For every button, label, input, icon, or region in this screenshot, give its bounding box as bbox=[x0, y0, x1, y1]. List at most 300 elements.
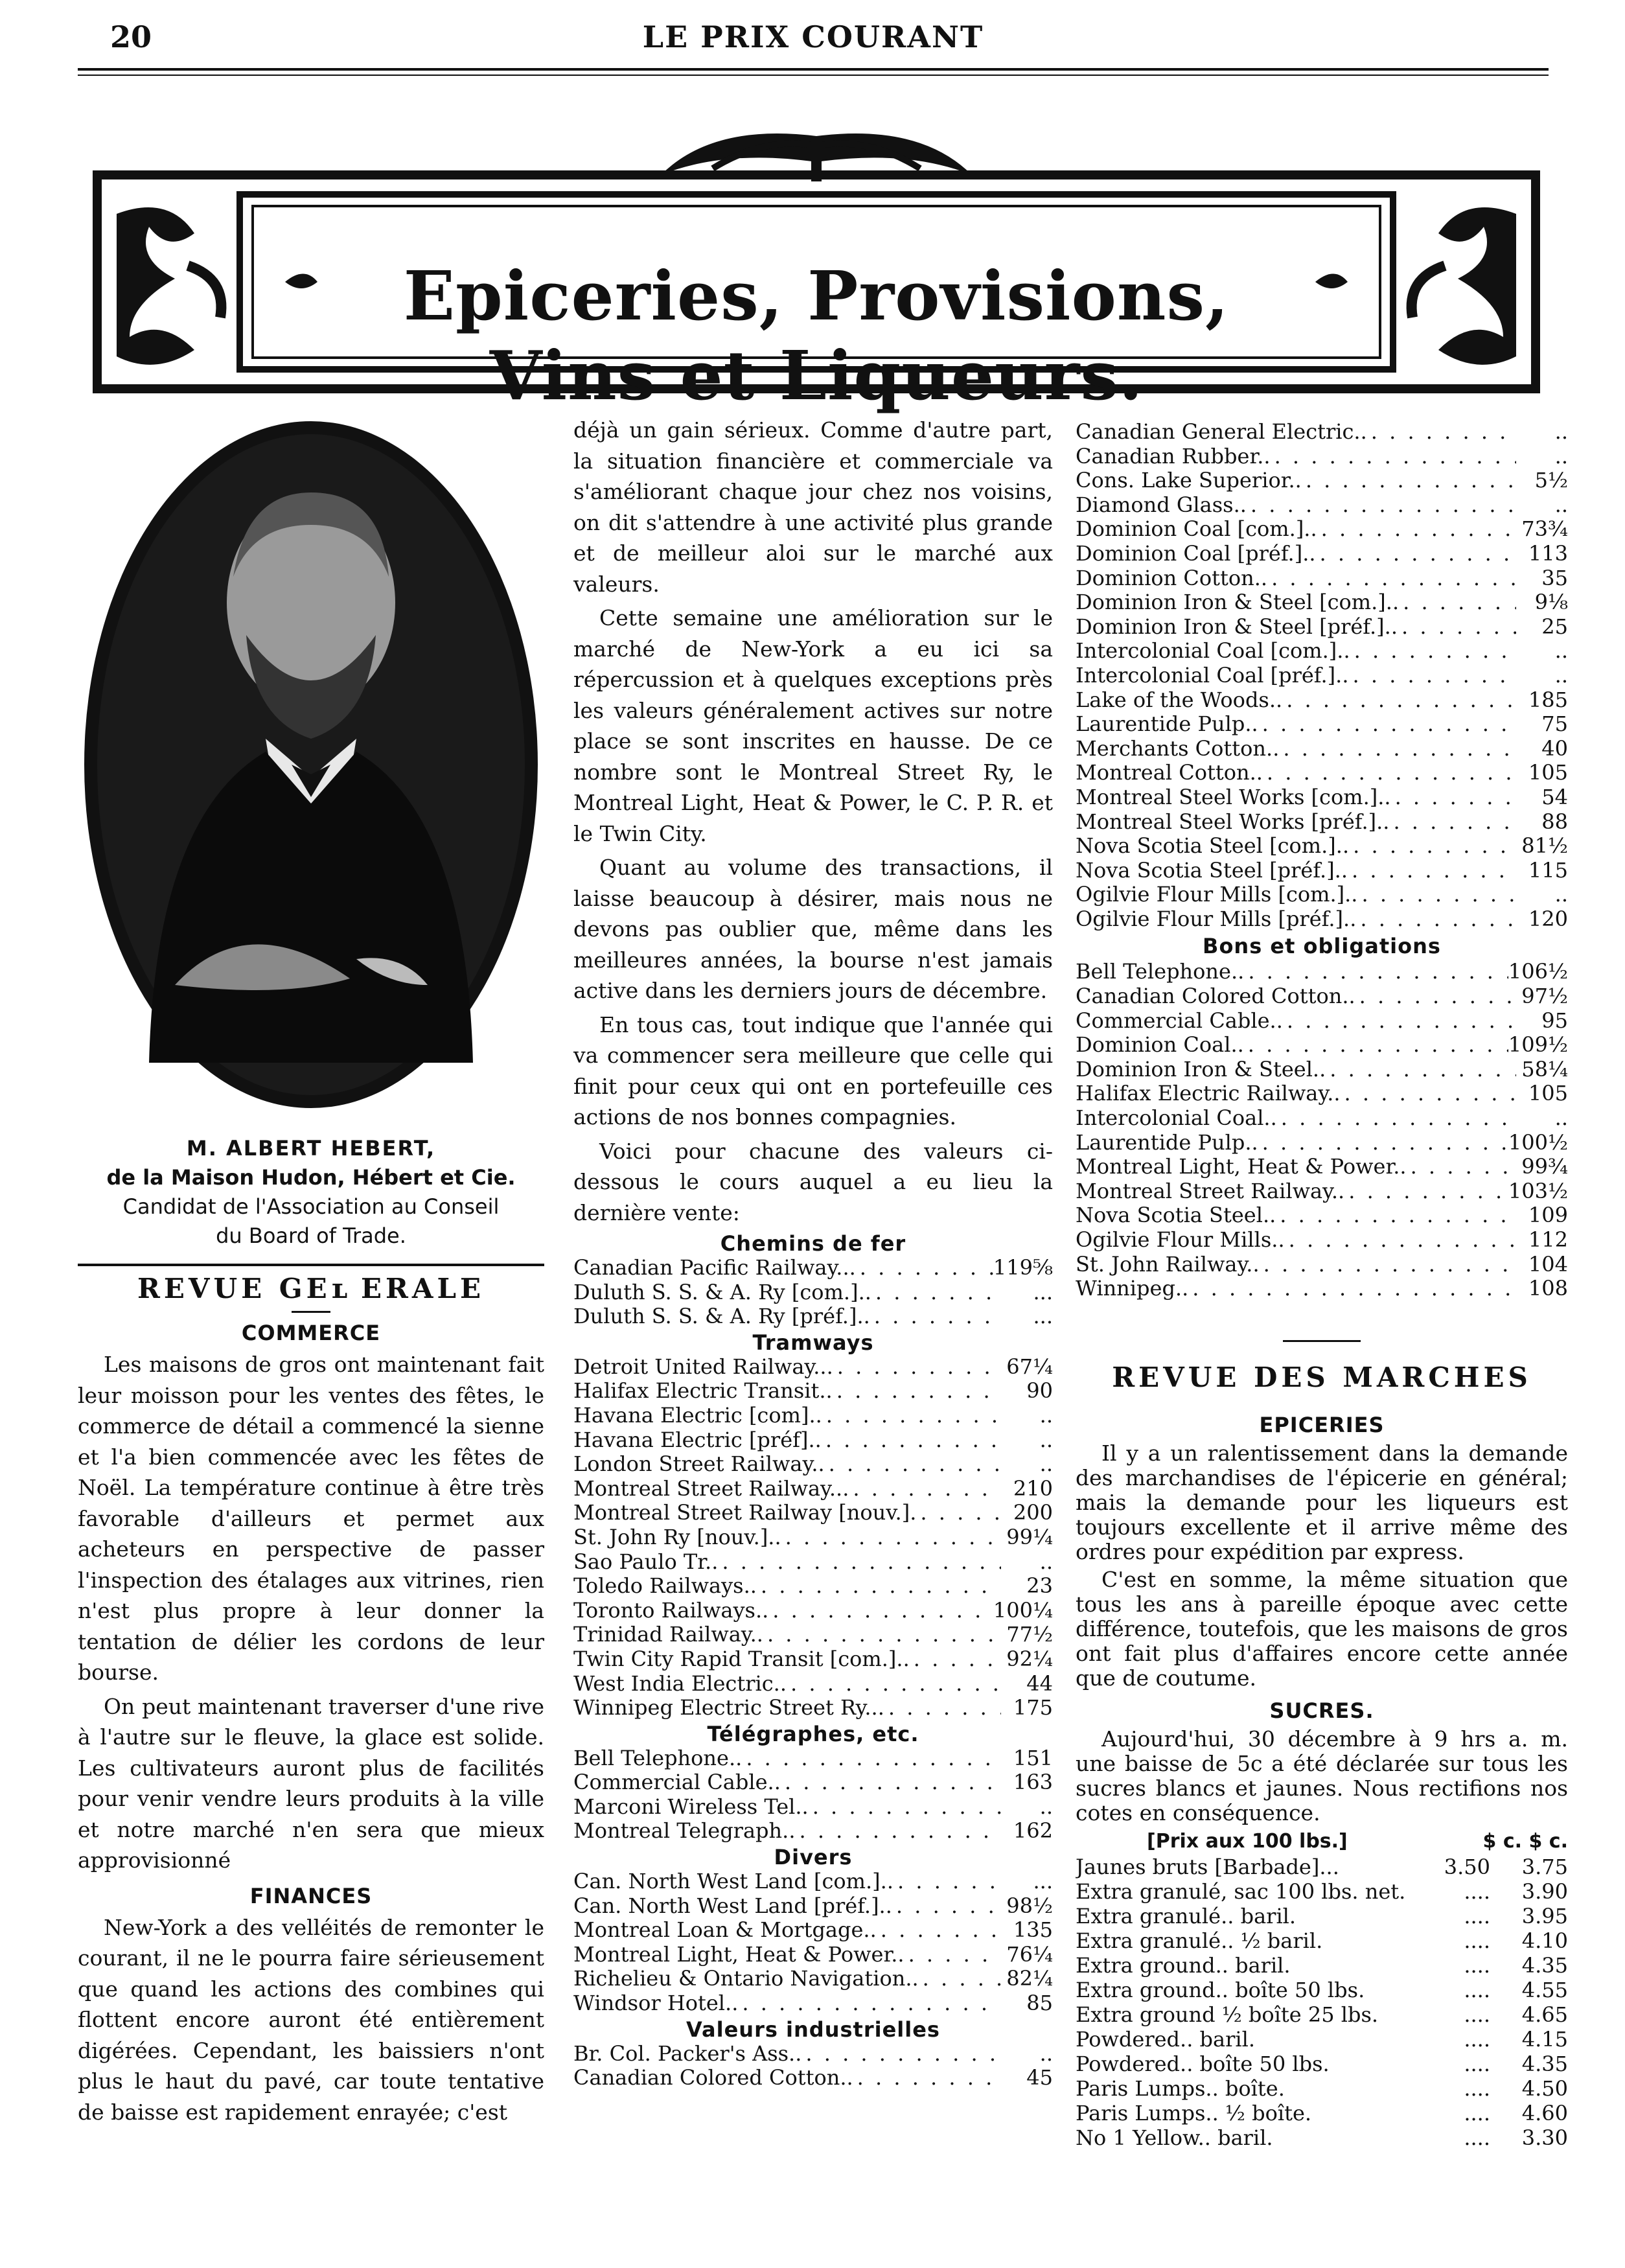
epiceries-paragraph: C'est en somme, la même situation que tous les ans à pareille époque avec cette différence, toutefois, que les maisons de gros ont fait plus d'affaires encore cette année que de coutume. bbox=[1076, 1566, 1568, 1691]
quote-row bbox=[573, 1477, 1053, 1501]
leader-dots bbox=[853, 2066, 1001, 2090]
quote-value: .. bbox=[1039, 1452, 1053, 1477]
quote-row bbox=[1076, 517, 1568, 542]
leader-dots bbox=[1399, 590, 1516, 615]
leader-dots bbox=[1258, 712, 1516, 737]
quote-value: 92¼ bbox=[1006, 1647, 1053, 1671]
quote-name: Halifax Electric Transit.. bbox=[573, 1379, 833, 1404]
epiceries-paragraph: Il y a un ralentissement dans la demande des marchandises de l'épicerie en général; mais la demande pour les liqueurs est toujours excellente et il arrive même des ordres pour expédition par express. bbox=[1076, 1440, 1568, 1564]
price-low: .... bbox=[1464, 1928, 1490, 1953]
quote-value: 112 bbox=[1528, 1228, 1568, 1252]
quote-row bbox=[1076, 712, 1568, 737]
leader-dots bbox=[1188, 1277, 1516, 1301]
price-item-name: No 1 Yellow.. baril. bbox=[1076, 2125, 1273, 2150]
paper-title: LE PRIX COURANT bbox=[642, 19, 984, 54]
quote-row bbox=[1076, 859, 1568, 883]
quote-name: Canadian General Electric.. bbox=[1076, 420, 1367, 444]
quote-row bbox=[1076, 1253, 1568, 1277]
quote-row bbox=[1076, 1203, 1568, 1228]
price-row bbox=[1076, 1928, 1568, 1953]
quote-value: .. bbox=[1039, 1403, 1053, 1428]
quote-name: Montreal Street Railway [nouv.]. bbox=[573, 1501, 917, 1525]
price-low: .... bbox=[1464, 1879, 1490, 1904]
quote-value: 135 bbox=[1013, 1918, 1053, 1943]
leader-dots bbox=[742, 1746, 1001, 1771]
column-right bbox=[1076, 420, 1568, 2150]
leader-dots bbox=[884, 1696, 1001, 1720]
quote-name: Montreal Street Railway.. bbox=[1076, 1179, 1345, 1203]
quote-value: .. bbox=[1554, 663, 1568, 688]
quote-row bbox=[1076, 664, 1568, 688]
leader-dots bbox=[1244, 1033, 1508, 1058]
quote-row bbox=[1076, 1058, 1568, 1082]
quote-name: Montreal Steel Works [préf.].. bbox=[1076, 809, 1390, 834]
leader-dots bbox=[870, 1304, 1001, 1329]
leader-dots bbox=[1344, 1179, 1508, 1204]
leader-dots bbox=[1277, 1106, 1516, 1131]
quote-name: Canadian Rubber.. bbox=[1076, 444, 1271, 469]
price-row bbox=[1076, 2002, 1568, 2027]
quote-value: 105 bbox=[1528, 761, 1568, 785]
leader-dots bbox=[738, 1991, 1001, 2016]
price-row bbox=[1076, 2125, 1568, 2150]
quote-name: Dominion Coal [préf.].. bbox=[1076, 541, 1316, 566]
quote-name: St. John Railway.. bbox=[1076, 1252, 1260, 1277]
quote-name: Dominion Coal.. bbox=[1076, 1033, 1244, 1058]
quote-value: 44 bbox=[1026, 1671, 1053, 1696]
quote-value: 151 bbox=[1013, 1746, 1053, 1770]
header-rule-top bbox=[78, 68, 1549, 71]
portrait-photo bbox=[78, 415, 544, 1128]
leader-dots bbox=[1367, 420, 1516, 445]
price-low: .... bbox=[1464, 2076, 1490, 2101]
price-low: 3.50 bbox=[1444, 1854, 1490, 1879]
quote-row bbox=[573, 1304, 1053, 1329]
finances-paragraph: New-York a des velléités de remonter le courant, il ne le pourra faire sérieusement que quand les actions des combines qui flottent encore auront été entièrement digérées. Cependant, les baissiers n'ont plus le haut du pavé, car toute tentative de baisse est rapidement enrayée; c'est bbox=[78, 1914, 544, 2125]
section-divider bbox=[78, 1264, 544, 1266]
price-high: 4.50 bbox=[1521, 2076, 1568, 2101]
leader-dots bbox=[809, 1795, 1001, 1820]
leader-dots bbox=[822, 1428, 1001, 1453]
quote-value: 58¼ bbox=[1521, 1057, 1568, 1082]
leader-dots bbox=[1349, 664, 1517, 688]
quote-row bbox=[573, 1501, 1053, 1525]
quote-row bbox=[1076, 420, 1568, 445]
quote-value: 100½ bbox=[1508, 1130, 1568, 1155]
quote-row bbox=[1076, 1228, 1568, 1253]
quote-row bbox=[1076, 984, 1568, 1009]
price-item-name: Extra ground ½ boîte 25 lbs. bbox=[1076, 2002, 1379, 2027]
price-item-name: Powdered.. baril. bbox=[1076, 2026, 1256, 2052]
leader-dots bbox=[1391, 785, 1516, 810]
sugar-price-table bbox=[1076, 1855, 1568, 2150]
banner-title: Epiceries, Provisions, Vins et Liqueurs. bbox=[403, 256, 1230, 415]
stock-section-heading: Télégraphes, etc. bbox=[707, 1721, 919, 1746]
quote-row bbox=[573, 1672, 1053, 1696]
quote-name: Marconi Wireless Tel.. bbox=[573, 1794, 809, 1819]
quote-row bbox=[573, 1404, 1053, 1428]
commerce-paragraph: On peut maintenant traverser d'une rive à l'autre sur le fleuve, la glace est solide. Les cultivateurs auront plus de facilités pour venir vendre leurs produits à la ville et notre marché n'en sera que mieux approvisionné bbox=[78, 1693, 544, 1873]
quote-value: .. bbox=[1554, 420, 1568, 444]
quote-name: Dominion Iron & Steel [préf.].. bbox=[1076, 614, 1398, 639]
quote-row bbox=[573, 1943, 1053, 1967]
quote-name: Toledo Railways.. bbox=[573, 1574, 757, 1599]
quote-name: Montreal Light, Heat & Power.. bbox=[573, 1942, 905, 1967]
leader-dots bbox=[919, 1967, 1001, 1991]
leader-dots bbox=[1356, 907, 1516, 932]
leader-dots bbox=[877, 1918, 1001, 1943]
price-row bbox=[1076, 1953, 1568, 1978]
quote-value: 67¼ bbox=[1006, 1354, 1053, 1379]
price-row bbox=[1076, 1855, 1568, 1879]
quote-value: 100¼ bbox=[993, 1598, 1053, 1623]
leader-dots bbox=[1247, 493, 1516, 518]
section-banner bbox=[91, 123, 1542, 415]
quote-name: Dominion Cotton.. bbox=[1076, 566, 1268, 590]
quote-row bbox=[573, 1525, 1053, 1550]
quote-value: 95 bbox=[1541, 1008, 1568, 1033]
quote-name: Montreal Light, Heat & Power.. bbox=[1076, 1155, 1407, 1179]
quote-name: Winnipeg Electric Street Ry... bbox=[573, 1696, 884, 1720]
market-paragraph: Cette semaine une amélioration sur le marché de New-York a eu ici sa répercussion et à quelques exceptions près les valeurs généralement actives sur notre place se sont inscrites en hausse. De ce nombre sont le Montreal Street Ry, le Montreal Light, Heat & Power, le C. P. R. et le Twin City. bbox=[573, 605, 1053, 846]
quote-name: Winnipeg.. bbox=[1076, 1277, 1189, 1301]
leader-dots bbox=[822, 1404, 1001, 1428]
quote-name: Commercial Cable.. bbox=[573, 1770, 781, 1795]
price-high: 3.30 bbox=[1521, 2125, 1568, 2150]
market-paragraph: Quant au volume des transactions, il laisse beaucoup à désirer, mais nous ne devons pas oublier que, même dans les meilleures années, la bourse n'est jamais active dans les derniers jours de décembre. bbox=[573, 855, 1053, 1003]
quote-row bbox=[573, 1991, 1053, 2016]
quote-name: Canadian Pacific Railway... bbox=[573, 1256, 856, 1280]
price-high: 4.15 bbox=[1521, 2026, 1568, 2052]
quote-row bbox=[573, 2066, 1053, 2090]
page-header bbox=[78, 19, 1549, 78]
quote-value: 109½ bbox=[1508, 1033, 1568, 1058]
quote-name: Havana Electric [préf].. bbox=[573, 1428, 822, 1452]
price-header-label: [Prix aux 100 lbs.] bbox=[1147, 1829, 1348, 1853]
quote-name: Cons. Lake Superior.. bbox=[1076, 469, 1302, 493]
quote-name: Nova Scotia Steel [com.].. bbox=[1076, 834, 1350, 859]
revue-marches-title: REVUE DES MARCHES bbox=[1112, 1361, 1532, 1393]
quote-row bbox=[573, 1379, 1053, 1404]
quote-value: 54 bbox=[1541, 785, 1568, 809]
quote-row bbox=[573, 1280, 1053, 1305]
leader-dots bbox=[1302, 469, 1516, 493]
price-high: 4.55 bbox=[1521, 1977, 1568, 2002]
quote-name: Trinidad Railway.. bbox=[573, 1623, 763, 1647]
quote-value: 40 bbox=[1541, 736, 1568, 761]
quote-row bbox=[573, 1894, 1053, 1919]
sucres-paragraph: Aujourd'hui, 30 décembre à 9 hrs a. m. une baisse de 5c a été déclarée sur tous les sucres blancs et jaunes. Nous rectifions nos cotes en conséquence. bbox=[1076, 1726, 1568, 1825]
commerce-paragraph: Les maisons de gros ont maintenant fait leur moisson pour les ventes des fêtes, le commerce de détail a commencé la sienne et l'a bien commencée avec les fêtes de Noël. La température continue à être très favorable d'ailleurs et permet aux acheteurs en perspective de passer l'inspection des étalages aux vitrines, rien n'est plus propre à leur donner la tentation de délier les cordons de leur bourse. bbox=[78, 1352, 544, 1685]
quote-value: .. bbox=[1039, 1549, 1053, 1574]
quote-row bbox=[1076, 1155, 1568, 1179]
leader-dots bbox=[757, 1574, 1001, 1599]
quote-value: 185 bbox=[1528, 688, 1568, 712]
quote-name: Ogilvie Flour Mills [com.].. bbox=[1076, 883, 1358, 907]
leader-dots bbox=[1355, 984, 1516, 1009]
leader-dots bbox=[1348, 859, 1516, 883]
quote-value: 210 bbox=[1013, 1476, 1053, 1501]
quote-row bbox=[1076, 761, 1568, 785]
quote-row bbox=[1076, 615, 1568, 640]
quote-name: Bell Telephone.. bbox=[573, 1746, 743, 1770]
quote-value: 81½ bbox=[1521, 834, 1568, 859]
quote-row bbox=[1076, 1131, 1568, 1155]
quote-name: Richelieu & Ontario Navigation.. bbox=[573, 1967, 919, 1991]
leader-dots bbox=[1341, 1082, 1516, 1106]
leader-dots bbox=[795, 1819, 1001, 1844]
portrait-caption-line: du Board of Trade. bbox=[216, 1223, 406, 1248]
price-row bbox=[1076, 1978, 1568, 2002]
quote-name: Toronto Railways.. bbox=[573, 1598, 769, 1623]
quote-row bbox=[573, 1355, 1053, 1380]
quote-name: Windsor Hotel.. bbox=[573, 1991, 739, 2016]
price-row bbox=[1076, 2076, 1568, 2101]
leader-dots bbox=[1258, 1131, 1508, 1155]
quote-name: Halifax Electric Railway.. bbox=[1076, 1082, 1341, 1106]
quote-row bbox=[573, 1599, 1053, 1623]
quote-value: .. bbox=[1554, 1106, 1568, 1131]
leader-dots bbox=[916, 1501, 1001, 1525]
revue-generale-title: REVUE GEʟ ERALE bbox=[137, 1273, 485, 1304]
quote-value: .. bbox=[1554, 883, 1568, 907]
price-low: .... bbox=[1464, 2100, 1490, 2125]
quote-name: West India Electric.. bbox=[573, 1671, 787, 1696]
leader-dots bbox=[1276, 1203, 1516, 1228]
quote-row bbox=[573, 1256, 1053, 1280]
leader-dots bbox=[856, 1256, 993, 1280]
quote-row bbox=[573, 1696, 1053, 1720]
quote-name: Intercolonial Coal [com.].. bbox=[1076, 639, 1350, 664]
quote-row bbox=[1076, 1106, 1568, 1131]
quote-name: Dominion Iron & Steel.. bbox=[1076, 1057, 1326, 1082]
price-high: 3.95 bbox=[1521, 1903, 1568, 1928]
column-middle bbox=[573, 415, 1053, 2090]
quote-row bbox=[1076, 737, 1568, 761]
price-item-name: Extra ground.. baril. bbox=[1076, 1952, 1291, 1978]
price-high: 4.65 bbox=[1521, 2002, 1568, 2027]
quote-value: 115 bbox=[1528, 858, 1568, 883]
quote-row bbox=[573, 1452, 1053, 1477]
quote-row bbox=[1076, 566, 1568, 591]
stock-quotes bbox=[573, 1231, 1053, 2090]
leader-dots bbox=[849, 1477, 1001, 1501]
quote-name: Laurentide Pulp.. bbox=[1076, 1130, 1258, 1155]
leader-dots bbox=[1282, 688, 1516, 713]
quote-value: 120 bbox=[1528, 907, 1568, 931]
price-low: .... bbox=[1464, 2002, 1490, 2027]
stock-section-heading: Chemins de fer bbox=[720, 1231, 906, 1256]
quote-value: 88 bbox=[1541, 809, 1568, 834]
quote-row bbox=[573, 1770, 1053, 1795]
leader-dots bbox=[833, 1355, 1001, 1380]
quote-row bbox=[1076, 810, 1568, 835]
market-paragraph: déjà un gain sérieux. Comme d'autre part, la situation financière et commerciale va s'améliorant chaque jour chez nos voisins, on dit s'attendre à une activité plus grande et de meilleur aloi sur le marché aux valeurs. bbox=[573, 417, 1053, 597]
leader-dots bbox=[768, 1599, 993, 1623]
leader-dots bbox=[781, 1525, 1001, 1550]
quote-row bbox=[573, 1428, 1053, 1453]
quote-name: London Street Railway.. bbox=[573, 1452, 825, 1477]
quote-value: 76¼ bbox=[1006, 1942, 1053, 1967]
quote-row bbox=[1076, 688, 1568, 713]
quote-row bbox=[1076, 639, 1568, 664]
price-low: .... bbox=[1464, 1977, 1490, 2002]
price-row bbox=[1076, 1879, 1568, 1904]
quote-value: 23 bbox=[1026, 1574, 1053, 1599]
quote-name: Sao Paulo Tr.. bbox=[573, 1549, 719, 1574]
leader-dots bbox=[1357, 883, 1516, 907]
quote-name: Nova Scotia Steel.. bbox=[1076, 1203, 1276, 1228]
title-underline bbox=[292, 1311, 330, 1313]
quote-row bbox=[1076, 542, 1568, 566]
quote-row bbox=[573, 1574, 1053, 1599]
quote-row bbox=[1076, 590, 1568, 615]
price-low: .... bbox=[1464, 2026, 1490, 2052]
quote-row bbox=[573, 1623, 1053, 1647]
quote-name: Bell Telephone.. bbox=[1076, 960, 1245, 984]
quote-row bbox=[1076, 907, 1568, 932]
quote-name: Duluth S. S. & A. Ry [préf.].. bbox=[573, 1304, 870, 1329]
quote-row bbox=[573, 1795, 1053, 1820]
quote-row bbox=[1076, 1009, 1568, 1034]
quote-name: Br. Col. Packer's Ass.. bbox=[573, 2041, 802, 2066]
portrait-oval bbox=[78, 415, 544, 1128]
price-high: 4.10 bbox=[1521, 1928, 1568, 1953]
quote-name: Commercial Cable.. bbox=[1076, 1008, 1283, 1033]
leader-dots bbox=[801, 2042, 1001, 2066]
leader-dots bbox=[1389, 810, 1516, 835]
quote-row bbox=[573, 1819, 1053, 1844]
quote-value: .. bbox=[1554, 639, 1568, 664]
quote-value: 98½ bbox=[1006, 1893, 1053, 1918]
quote-value: .. bbox=[1554, 492, 1568, 517]
leader-dots bbox=[1271, 445, 1516, 469]
section-divider bbox=[1283, 1340, 1361, 1342]
price-item-name: Extra granulé.. ½ baril. bbox=[1076, 1928, 1323, 1953]
leader-dots bbox=[1317, 517, 1516, 542]
leader-dots bbox=[1283, 1009, 1516, 1034]
price-row bbox=[1076, 1904, 1568, 1928]
price-header-unit: $ c. $ c. bbox=[1482, 1829, 1568, 1853]
quote-name: Montreal Cotton.. bbox=[1076, 761, 1263, 785]
leader-dots bbox=[781, 1770, 1001, 1795]
quote-value: 85 bbox=[1026, 1991, 1053, 2016]
quote-row bbox=[1076, 834, 1568, 859]
leader-dots bbox=[1260, 1253, 1516, 1277]
price-low: .... bbox=[1464, 2051, 1490, 2076]
quote-value: 99¼ bbox=[1006, 1525, 1053, 1549]
quote-value: ... bbox=[1033, 1304, 1053, 1329]
quote-row bbox=[1076, 469, 1568, 493]
quote-value: 105 bbox=[1528, 1082, 1568, 1106]
quote-value: 109 bbox=[1528, 1203, 1568, 1228]
quote-name: Laurentide Pulp.. bbox=[1076, 712, 1258, 737]
leader-dots bbox=[905, 1943, 1001, 1967]
quote-value: 5½ bbox=[1534, 469, 1568, 493]
price-high: 4.35 bbox=[1521, 2051, 1568, 2076]
quote-row bbox=[1076, 785, 1568, 810]
price-item-name: Extra granulé, sac 100 lbs. net. bbox=[1076, 1879, 1406, 1904]
leader-dots bbox=[1263, 761, 1516, 785]
leader-dots bbox=[910, 1647, 1001, 1672]
page-number: 20 bbox=[110, 19, 152, 54]
leader-dots bbox=[1267, 566, 1516, 591]
bonds-list bbox=[1076, 960, 1568, 1301]
quote-name: Twin City Rapid Transit [com.].. bbox=[573, 1647, 910, 1671]
price-low: .... bbox=[1464, 2125, 1490, 2150]
quote-row bbox=[1076, 883, 1568, 907]
quote-name: Montreal Loan & Mortgage.. bbox=[573, 1918, 877, 1943]
quote-value: 162 bbox=[1013, 1819, 1053, 1844]
quote-value: 113 bbox=[1528, 541, 1568, 566]
commerce-heading: COMMERCE bbox=[241, 1321, 381, 1345]
quote-row bbox=[573, 1746, 1053, 1771]
leader-dots bbox=[893, 1869, 1001, 1894]
sucres-heading: SUCRES. bbox=[1269, 1698, 1374, 1723]
quote-row bbox=[573, 1967, 1053, 1991]
quote-name: Duluth S. S. & A. Ry [com.].. bbox=[573, 1280, 871, 1304]
quote-name: Dominion Coal [com.].. bbox=[1076, 517, 1317, 542]
price-low: .... bbox=[1464, 1952, 1490, 1978]
price-high: 3.90 bbox=[1521, 1879, 1568, 1904]
quote-name: Canadian Colored Cotton.. bbox=[573, 2066, 853, 2090]
quote-row bbox=[573, 1918, 1053, 1943]
leader-dots bbox=[1279, 737, 1516, 761]
leader-dots bbox=[787, 1672, 1001, 1696]
quote-name: Montreal Street Railway... bbox=[573, 1476, 849, 1501]
column-left bbox=[78, 415, 544, 2131]
price-row bbox=[1076, 2101, 1568, 2125]
quote-value: 103½ bbox=[1508, 1179, 1568, 1203]
leader-dots bbox=[1407, 1155, 1516, 1179]
price-item-name: Jaunes bruts [Barbade]... bbox=[1076, 1854, 1339, 1879]
quote-value: 106½ bbox=[1508, 960, 1568, 984]
quote-name: Lake of the Woods.. bbox=[1076, 688, 1283, 712]
quote-name: Ogilvie Flour Mills.. bbox=[1076, 1228, 1285, 1252]
quote-name: Nova Scotia Steel [préf.].. bbox=[1076, 858, 1348, 883]
quote-name: Canadian Colored Cotton.. bbox=[1076, 984, 1355, 1009]
quote-value: 82¼ bbox=[1006, 1967, 1053, 1991]
quote-name: Can. North West Land [com.].. bbox=[573, 1869, 893, 1894]
quote-name: Ogilvie Flour Mills [préf.].. bbox=[1076, 907, 1357, 931]
price-item-name: Powdered.. boîte 50 lbs. bbox=[1076, 2051, 1330, 2076]
price-row bbox=[1076, 2052, 1568, 2076]
portrait-name: M. ALBERT HEBERT, bbox=[186, 1136, 436, 1161]
market-paragraph: Voici pour chacune des valeurs ci-dessous le cours auquel a eu lieu la dernière vente: bbox=[573, 1138, 1053, 1225]
stock-section-heading: Divers bbox=[774, 1845, 853, 1870]
quote-name: Intercolonial Coal.. bbox=[1076, 1106, 1277, 1131]
header-rule-bottom bbox=[78, 75, 1549, 76]
quote-value: 119⅝ bbox=[993, 1256, 1053, 1280]
quote-value: 75 bbox=[1541, 712, 1568, 737]
quote-value: 45 bbox=[1026, 2066, 1053, 2090]
quote-row bbox=[1076, 1082, 1568, 1106]
quote-row bbox=[1076, 493, 1568, 518]
price-item-name: Paris Lumps.. ½ boîte. bbox=[1076, 2100, 1312, 2125]
quote-row bbox=[1076, 1179, 1568, 1204]
quote-value: 9⅛ bbox=[1534, 590, 1568, 615]
price-high: 4.60 bbox=[1521, 2100, 1568, 2125]
leader-dots bbox=[763, 1623, 1001, 1647]
quote-value: .. bbox=[1039, 1794, 1053, 1819]
leader-dots bbox=[892, 1894, 1001, 1919]
finances-heading: FINANCES bbox=[249, 1883, 373, 1908]
price-table-header bbox=[1076, 1829, 1568, 1855]
quote-value: 97½ bbox=[1521, 984, 1568, 1009]
leader-dots bbox=[833, 1379, 1001, 1404]
quote-value: 99¾ bbox=[1521, 1155, 1568, 1179]
quote-value: 77½ bbox=[1006, 1623, 1053, 1647]
